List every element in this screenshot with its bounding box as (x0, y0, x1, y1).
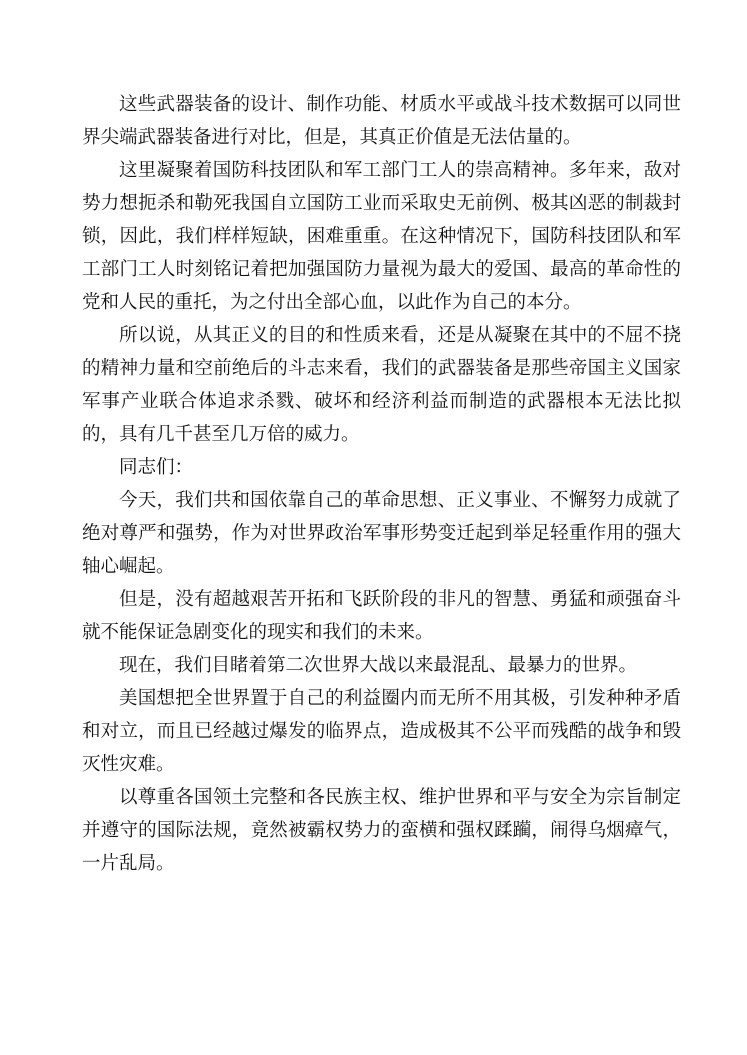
paragraph-international-law: 以尊重各国领土完整和各民族主权、维护世界和平与安全为宗旨制定并遵守的国际法规，竟然被霸权势力的蛮横和强权蹂躏，闹得乌烟瘴气，一片乱局。 (82, 787, 681, 874)
paragraph-weapons-power: 所以说，从其正义的目的和性质来看，还是从凝聚在其中的不屈不挠的精神力量和空前绝后的斗志来看，我们的武器装备是那些帝国主义国家军事产业联合体追求杀戮、破坏和经济利益而制造的武器根本无法比拟的，具有几千甚至几万倍的威力。 (82, 325, 681, 445)
paragraph-us-hegemony: 美国想把全世界置于自己的利益圈内而无所不用其极，引发种种矛盾和对立，而且已经越过爆发的临界点，造成极其不公平而残酷的战争和毁灭性灾难。 (82, 688, 681, 775)
paragraph-republic-rise: 今天，我们共和国依靠自己的革命思想、正义事业、不懈努力成就了绝对尊严和强势，作为对世界政治军事形势变迁起到举足轻重作用的强大轴心崛起。 (82, 490, 681, 577)
paragraph-weapons-value: 这些武器装备的设计、制作功能、材质水平或战斗技术数据可以同世界尖端武器装备进行对比，但是，其真正价值是无法估量的。 (82, 94, 681, 148)
paragraph-defense-spirit: 这里凝聚着国防科技团队和军工部门工人的崇高精神。多年来，敌对势力想扼杀和勒死我国自立国防工业而采取史无前例、极其凶恶的制裁封锁，因此，我们样样短缺，困难重重。在这种情况下，国防科技团队和军工部门工人时刻铭记着把加强国防力量视为最大的爱国、最高的革命性的党和人民的重托，为之付出全部心血，以此作为自己的本分。 (82, 160, 681, 313)
paragraph-salutation: 同志们： (119, 457, 194, 478)
paragraph-world-chaos: 现在，我们目睹着第二次世界大战以来最混乱、最暴力的世界。 (119, 655, 638, 676)
paragraph-future-struggle: 但是，没有超越艰苦开拓和飞跃阶段的非凡的智慧、勇猛和顽强奋斗就不能保证急剧变化的现实和我们的未来。 (82, 589, 681, 643)
